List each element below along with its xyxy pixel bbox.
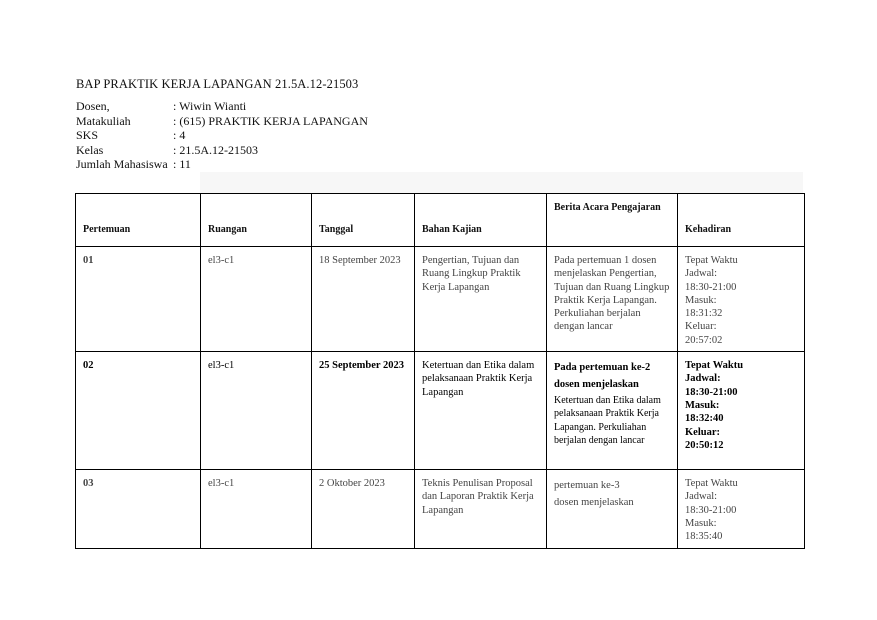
- kehadiran-status: Tepat Waktu: [685, 478, 738, 490]
- course-info: [76, 99, 368, 172]
- info-label: Matakuliah: [76, 113, 131, 128]
- kehadiran-keluar: 20:50:12: [685, 439, 724, 451]
- info-label: Dosen,: [76, 99, 110, 113]
- cell-kehadiran: [678, 247, 805, 352]
- cell-bahan-kajian: Pengertian, Tujuan dan Ruang Lingkup Praktik Kerja Lapangan: [415, 247, 547, 352]
- cell-pertemuan: 03: [76, 470, 201, 549]
- header-ruangan: Ruangan: [201, 194, 312, 247]
- cell-tanggal: 25 September 2023: [312, 352, 415, 470]
- cell-bahan-kajian: Teknis Penulisan Proposal dan Laporan Praktik Kerja Lapangan: [415, 470, 547, 549]
- cell-tanggal: 18 September 2023: [312, 247, 415, 352]
- kehadiran-keluar-label: Keluar:: [685, 426, 720, 438]
- cell-tanggal: 2 Oktober 2023: [312, 470, 415, 549]
- info-value: : Wiwin Wianti: [173, 99, 247, 113]
- info-row-dosen: [76, 99, 368, 114]
- cell-pertemuan: 02: [76, 352, 201, 470]
- info-value: : 21.5A.12-21503: [173, 142, 258, 157]
- header-pertemuan: Pertemuan: [76, 194, 201, 247]
- cell-bahan-kajian: Ketertuan dan Etika dalam pelaksanaan Praktik Kerja Lapangan: [415, 352, 547, 470]
- kehadiran-masuk: 18:35:40: [685, 531, 723, 543]
- cell-berita-acara: Pada pertemuan 1 dosen menjelaskan Pengertian, Tujuan dan Ruang Lingkup Praktik Kerja Lapangan. Perkuliahan berjalan dengan lancar: [547, 247, 678, 352]
- kehadiran-keluar-label: Keluar:: [685, 321, 717, 333]
- kehadiran-status: Tepat Waktu: [685, 360, 744, 372]
- kehadiran-status: Tepat Waktu: [685, 255, 738, 266]
- table-row: [76, 470, 805, 549]
- kehadiran-jadwal: 18:30-21:00: [685, 504, 737, 516]
- cell-ruangan: el3-c1: [201, 470, 312, 549]
- berita-detail: Ketertuan dan Etika dalam pelaksanaan Praktik Kerja Lapangan. Perkuliahan berjalan dengan lancar: [554, 395, 661, 446]
- header-tanggal: Tanggal: [312, 194, 415, 247]
- kehadiran-masuk: 18:32:40: [685, 413, 724, 425]
- bap-table: [75, 193, 805, 549]
- header-berita-acara: Berita Acara Pengajaran: [547, 194, 678, 247]
- cell-kehadiran: [678, 470, 805, 549]
- kehadiran-jadwal: 18:30-21:00: [685, 281, 737, 293]
- info-label: Kelas: [76, 142, 104, 157]
- cell-berita-acara: [547, 352, 678, 470]
- info-row-kelas: [76, 143, 368, 158]
- cell-kehadiran: [678, 352, 805, 470]
- cell-pertemuan: 01: [76, 247, 201, 352]
- info-row-jumlah-mahasiswa: [76, 157, 368, 172]
- table-header-row: [76, 194, 805, 247]
- info-label: SKS: [76, 128, 99, 143]
- cell-ruangan: el3-c1: [201, 247, 312, 352]
- table-row: [76, 352, 805, 470]
- table-row: [76, 247, 805, 352]
- header-kehadiran: Kehadiran: [678, 194, 805, 247]
- kehadiran-jadwal-label: Jadwal:: [685, 268, 718, 280]
- kehadiran-masuk: 18:31:32: [685, 308, 723, 320]
- cell-berita-acara: [547, 470, 678, 549]
- header-bahan-kajian: Bahan Kajian: [415, 194, 547, 247]
- info-value: : 11: [173, 157, 191, 172]
- kehadiran-keluar: 20:57:02: [685, 334, 723, 346]
- berita-intro: Pada pertemuan ke-2 dosen menjelaskan: [554, 362, 651, 391]
- info-label: Jumlah Mahasiswa: [76, 157, 168, 172]
- info-row-matakuliah: [76, 114, 368, 129]
- berita-intro: pertemuan ke-3: [554, 480, 620, 492]
- info-value: : 4: [173, 128, 186, 143]
- kehadiran-masuk-label: Masuk:: [685, 399, 720, 411]
- document-title: BAP PRAKTIK KERJA LAPANGAN 21.5A.12-21503: [76, 77, 359, 91]
- shaded-band: [200, 172, 803, 193]
- kehadiran-jadwal-label: Jadwal:: [685, 491, 718, 503]
- kehadiran-jadwal: 18:30-21:00: [685, 386, 738, 398]
- info-value: : (615) PRAKTIK KERJA LAPANGAN: [173, 113, 368, 128]
- cell-ruangan: el3-c1: [201, 352, 312, 470]
- berita-detail: dosen menjelaskan: [554, 497, 634, 509]
- kehadiran-masuk-label: Masuk:: [685, 517, 717, 529]
- info-row-sks: [76, 128, 368, 143]
- kehadiran-jadwal-label: Jadwal:: [685, 373, 721, 385]
- kehadiran-masuk-label: Masuk:: [685, 294, 717, 306]
